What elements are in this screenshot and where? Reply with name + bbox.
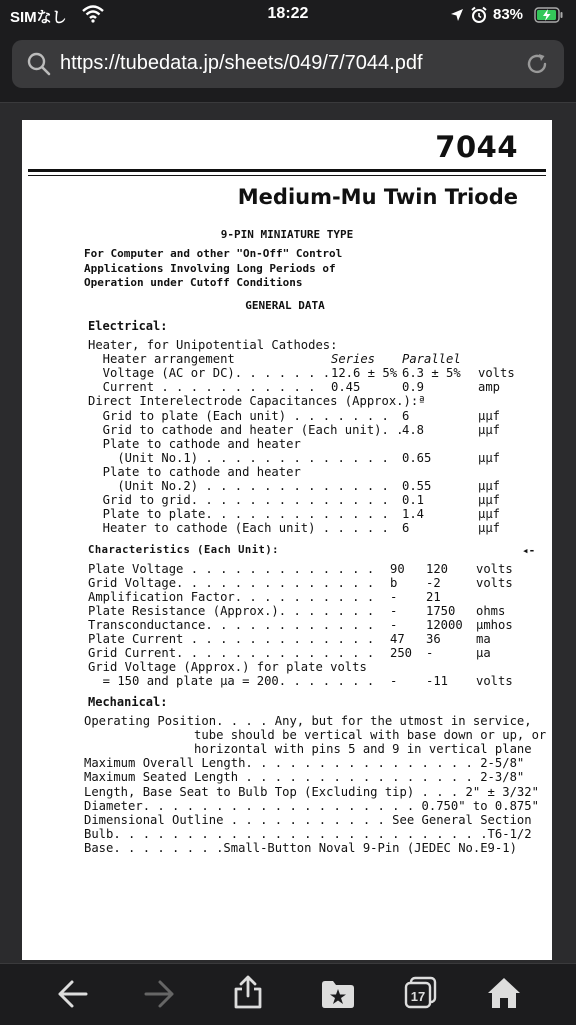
value-2: -11	[426, 674, 449, 688]
data-row	[22, 409, 552, 423]
value-1: 47	[390, 632, 405, 646]
clock: 18:22	[267, 5, 309, 22]
mechanical-line: Bulb. . . . . . . . . . . . . . . . . . . . . . . . . .T6-1/2	[84, 826, 532, 841]
row-label: (Unit No.2) . . . . . . . . . . . . .	[88, 479, 389, 493]
value-2: 0.65	[402, 450, 432, 465]
unit: volts	[476, 576, 513, 590]
value-1: -	[390, 604, 398, 618]
value-2: 4.8	[402, 422, 425, 437]
data-row	[22, 423, 552, 437]
value-1: -	[390, 590, 398, 604]
url-text[interactable]: https://tubedata.jp/sheets/049/7/7044.pdf	[60, 52, 423, 74]
row-label: Plate Current . . . . . . . . . . . . .	[88, 632, 375, 646]
data-row	[22, 660, 552, 674]
row-label: Grid to plate (Each unit) . . . . . . .	[88, 408, 389, 423]
data-row	[22, 674, 552, 688]
mechanical-heading: Mechanical:	[88, 695, 168, 709]
header-rule	[28, 169, 546, 172]
value-1: 90	[390, 562, 405, 576]
forward-arrow-icon[interactable]	[142, 978, 178, 1010]
arrow-mark: ◂-	[522, 544, 536, 557]
unit: µµf	[478, 479, 501, 493]
row-label: Plate to cathode and heater	[88, 464, 301, 479]
application-line: For Computer and other "On-Off" Control	[84, 247, 343, 260]
data-row	[22, 618, 552, 632]
data-row	[22, 590, 552, 604]
data-row	[22, 493, 552, 507]
location-icon	[450, 8, 464, 22]
row-label: Grid Voltage (Approx.) for plate volts	[88, 660, 367, 674]
value-2: 36	[426, 632, 441, 646]
row-label: Grid Voltage. . . . . . . . . . . . . .	[88, 576, 375, 590]
row-label: Heater, for Unipotential Cathodes:	[88, 338, 338, 352]
data-row	[22, 380, 552, 394]
value-2: 1750	[426, 604, 456, 618]
row-label: Amplification Factor. . . . . . . . . .	[88, 590, 375, 604]
unit: µa	[476, 646, 491, 660]
row-label: Heater to cathode (Each unit) . . . . .	[88, 521, 389, 536]
home-icon[interactable]	[486, 976, 522, 1010]
unit: ohms	[476, 604, 506, 618]
data-row	[22, 646, 552, 660]
unit: volts	[476, 562, 513, 576]
svg-text:17: 17	[410, 989, 426, 1004]
data-row	[22, 507, 552, 521]
bookmark-folder-icon[interactable]	[320, 978, 356, 1010]
data-row	[22, 632, 552, 646]
value-1: 0.45	[331, 380, 361, 395]
carrier-label: SIMなし	[10, 9, 67, 26]
row-label: = 150 and plate µa = 200. . . . . . .	[88, 674, 375, 688]
mechanical-line: Dimensional Outline . . . . . . . . . . . See General Section	[84, 812, 532, 827]
unit: µmhos	[476, 618, 513, 632]
data-row	[22, 394, 552, 408]
row-label: Heater arrangement	[88, 352, 235, 367]
document-title: Medium-Mu Twin Triode	[237, 185, 518, 209]
data-row	[22, 437, 552, 451]
value-2: 120	[426, 562, 449, 576]
row-label: Grid Current. . . . . . . . . . . . . .	[88, 646, 375, 660]
mechanical-line: tube should be vertical with base down or up, or	[84, 728, 547, 743]
unit: volts	[476, 674, 513, 688]
mechanical-line: horizontal with pins 5 and 9 in vertical plane	[84, 742, 532, 757]
value-1: -	[390, 618, 398, 632]
unit: µµf	[478, 507, 501, 522]
reload-icon[interactable]	[524, 51, 550, 77]
unit: amp	[478, 380, 501, 395]
tabs-icon[interactable]	[404, 976, 438, 1010]
tube-subtype: 9-PIN MINIATURE TYPE	[220, 228, 354, 241]
unit: µµf	[478, 422, 501, 437]
characteristics-heading: Characteristics (Each Unit):	[88, 544, 280, 556]
unit: µµf	[478, 521, 501, 536]
value-2: 0.1	[402, 493, 425, 508]
row-label: Voltage (AC or DC). . . . . . .	[88, 366, 331, 381]
row-label: Plate to plate. . . . . . . . . . . . .	[88, 507, 389, 522]
value-2: 21	[426, 590, 441, 604]
row-label: Transconductance. . . . . . . . . . . .	[88, 618, 375, 632]
unit: µµf	[478, 493, 501, 508]
value-1: b	[390, 576, 398, 590]
data-row	[22, 479, 552, 493]
data-row	[22, 521, 552, 535]
row-label: Current . . . . . . . . . . .	[88, 380, 316, 395]
data-row	[22, 562, 552, 576]
browser-toolbar	[0, 963, 576, 1025]
unit: µµf	[478, 450, 501, 465]
alarm-icon	[470, 6, 488, 24]
value-2: -2	[426, 576, 441, 590]
mechanical-line: Maximum Seated Length . . . . . . . . . . . . . . . . 2-3/8"	[84, 770, 525, 785]
battery-percent: 83%	[493, 6, 524, 23]
value-2: 0.55	[402, 479, 432, 493]
header-rule-thin	[28, 175, 546, 176]
value-2: 6	[402, 521, 410, 536]
unit: µµf	[478, 408, 501, 423]
row-label: Plate Resistance (Approx.). . . . . . .	[88, 604, 375, 618]
mechanical-line: Length, Base Seat to Bulb Top (Excluding tip) . . . 2" ± 3/32"	[84, 784, 539, 799]
data-row	[22, 366, 552, 380]
data-row	[22, 352, 552, 366]
address-bar[interactable]	[12, 40, 564, 88]
status-bar	[0, 0, 576, 32]
data-row	[22, 604, 552, 618]
value-2: -	[426, 646, 434, 660]
back-arrow-icon[interactable]	[54, 978, 90, 1010]
row-label: (Unit No.1) . . . . . . . . . . . . .	[88, 450, 389, 465]
share-icon[interactable]	[230, 974, 266, 1010]
value-2: 6	[402, 408, 410, 423]
mechanical-line: Operating Position. . . . Any, but for the utmost in service,	[84, 714, 532, 728]
value-1: 250	[390, 646, 413, 660]
data-row	[22, 338, 552, 352]
value-2: Parallel	[402, 352, 461, 367]
row-label: Plate Voltage . . . . . . . . . . . . .	[88, 562, 375, 576]
application-line: Applications Involving Long Periods of	[84, 262, 336, 275]
battery-charging-icon	[534, 7, 564, 23]
row-label: Direct Interelectrode Capacitances (Approx.):ª	[88, 394, 426, 409]
data-row	[22, 451, 552, 465]
mechanical-line: Maximum Overall Length. . . . . . . . . . . . . . . . 2-5/8"	[84, 756, 525, 771]
value-2: 0.9	[402, 380, 425, 395]
value-2: 6.3 ± 5%	[402, 366, 461, 381]
browser-header	[0, 32, 576, 103]
row-label: Grid to cathode and heater (Each unit). .	[88, 422, 404, 437]
mechanical-line: Base. . . . . . . .Small-Button Noval 9-Pin (JEDEC No.E9-1)	[84, 840, 517, 855]
unit: volts	[478, 366, 515, 381]
pdf-viewer[interactable]	[0, 103, 576, 963]
data-row	[22, 576, 552, 590]
search-icon	[26, 51, 52, 77]
pdf-page	[22, 120, 552, 960]
general-data-heading: GENERAL DATA	[245, 299, 325, 312]
data-row	[22, 465, 552, 479]
value-2: 1.4	[402, 507, 425, 522]
row-label: Grid to grid. . . . . . . . . . . . . .	[88, 493, 389, 508]
value-1: Series	[331, 352, 376, 367]
tube-number: 7044	[435, 130, 518, 164]
value-2: 12000	[426, 618, 463, 632]
value-1: 12.6 ± 5%	[331, 366, 398, 381]
application-line: Operation under Cutoff Conditions	[84, 276, 303, 289]
value-1: -	[390, 674, 398, 688]
electrical-heading: Electrical:	[88, 319, 168, 333]
mechanical-line: Diameter. . . . . . . . . . . . . . . . . . . 0.750" to 0.875"	[84, 798, 539, 813]
row-label: Plate to cathode and heater	[88, 436, 301, 451]
unit: ma	[476, 632, 491, 646]
